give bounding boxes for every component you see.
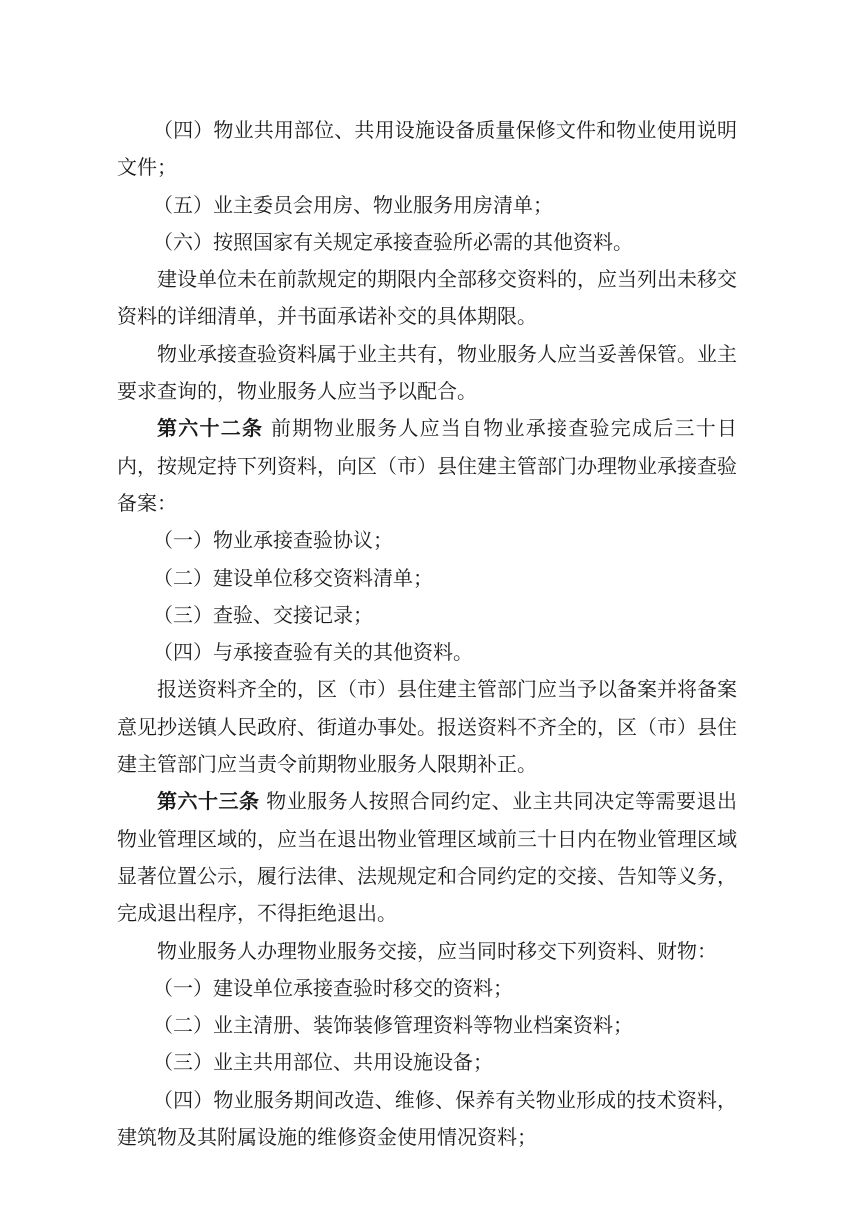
- list-item: （一）物业承接查验协议；: [153, 528, 393, 553]
- list-item: （三）查验、交接记录；: [153, 602, 373, 627]
- list-item: （三）业主共用部位、共用设施设备；: [153, 1050, 493, 1075]
- list-item: （二）业主清册、装饰装修管理资料等物业档案资料；: [153, 1013, 633, 1038]
- paragraph: 报送资料齐全的，区（市）县住建主管部门应当予以备案并将备案意见抄送镇人民政府、街道办事处。报送资料不齐全的，区（市）县住建主管部门应当责令前期物业服务人限期补正。: [117, 677, 737, 777]
- paragraph: 建设单位未在前款规定的期限内全部移交资料的，应当列出未移交资料的详细清单，并书面承诺补交的具体期限。: [117, 267, 737, 329]
- list-item: （六）按照国家有关规定承接查验所必需的其他资料。: [153, 229, 633, 254]
- article-62: [117, 410, 737, 522]
- article-63: [117, 783, 737, 932]
- list-item: （二）建设单位移交资料清单；: [153, 565, 433, 590]
- list-item: （一）建设单位承接查验时移交的资料；: [153, 975, 513, 1000]
- document-body: [117, 112, 737, 1156]
- list-item: （四）物业服务期间改造、维修、保养有关物业形成的技术资料，建筑物及其附属设施的维修资金使用情况资料；: [117, 1087, 737, 1150]
- list-item: （四）物业共用部位、共用设施设备质量保修文件和物业使用说明文件；: [117, 118, 737, 180]
- list-item: （四）与承接查验有关的其他资料。: [153, 640, 473, 665]
- article-title: 第六十二条: [157, 416, 264, 441]
- paragraph: 物业服务人办理物业服务交接，应当同时移交下列资料、财物：: [157, 938, 717, 963]
- paragraph: 物业承接查验资料属于业主共有，物业服务人应当妥善保管。业主要求查询的，物业服务人应当予以配合。: [117, 341, 737, 404]
- article-text: 物业服务人按照合同约定、业主共同决定等需要退出物业管理区域的，应当在退出物业管理区域前三十日内在物业管理区域显著位置公示，履行法律、法规规定和合同约定的交接、告知等义务，完成退出程序，不得拒绝退出。: [117, 789, 738, 926]
- list-item: （五）业主委员会用房、物业服务用房清单；: [153, 192, 553, 217]
- article-title: 第六十三条: [157, 789, 260, 814]
- article-text: 前期物业服务人应当自物业承接查验完成后三十日内，按规定持下列资料，向区（市）县住建主管部门办理物业承接查验备案：: [117, 416, 738, 515]
